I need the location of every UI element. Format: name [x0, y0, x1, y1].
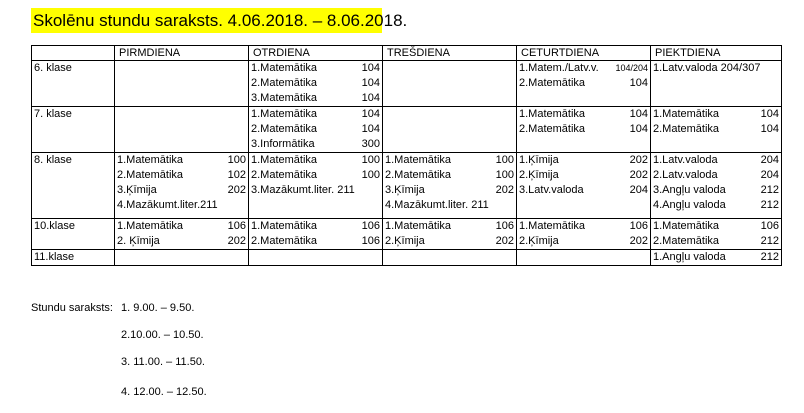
lesson-entry: [653, 153, 779, 168]
lesson-subject: 1.Matemātika: [251, 154, 318, 166]
lesson-room: 106: [629, 220, 648, 232]
lesson-entry: [251, 183, 380, 198]
lesson-subject: 1.Angļu valoda: [653, 251, 726, 263]
table-row: [32, 250, 782, 266]
header-cell-pirmdiena: PIRMDIENA: [115, 46, 249, 61]
lesson-entry: [117, 183, 246, 198]
lesson-room: 202: [495, 235, 514, 247]
lesson-room: 104/204: [615, 63, 648, 73]
table-cell: [651, 250, 782, 266]
lesson-entry: [385, 153, 514, 168]
lesson-entry: [251, 168, 380, 183]
lesson-subject: 4.Mazākumt.liter. 211: [385, 199, 489, 211]
lesson-entry: [251, 219, 380, 234]
lesson-entry: [653, 122, 779, 137]
lesson-room: 100: [495, 154, 514, 166]
lesson-subject: 1.Matemātika: [385, 220, 452, 232]
lesson-subject: 1.Matemātika: [251, 220, 318, 232]
lesson-entry: [251, 137, 380, 152]
class-label: 8. klase: [32, 153, 115, 219]
table-cell: [383, 250, 517, 266]
table-cell: [383, 153, 517, 219]
lesson-room: 106: [227, 220, 246, 232]
lesson-subject: 2.Ķīmija: [385, 235, 425, 247]
class-label: 10.klase: [32, 219, 115, 250]
lesson-room: 202: [227, 184, 246, 196]
lesson-room: 104: [629, 108, 648, 120]
lesson-room: 106: [361, 235, 380, 247]
lesson-subject: 2.Matemātika: [251, 123, 318, 135]
lesson-entry: [385, 219, 514, 234]
lesson-subject: 1.Matemātika: [519, 220, 586, 232]
lesson-entry: [653, 219, 779, 234]
table-row: [32, 219, 782, 250]
table-cell: [651, 61, 782, 107]
lesson-subject: 2.Matemātika: [251, 169, 318, 181]
lesson-subject: 1.Matemātika: [385, 154, 452, 166]
header-cell-ceturtdiena: CETURTDIENA: [517, 46, 651, 61]
table-row: [32, 107, 782, 153]
lesson-room: 106: [361, 220, 380, 232]
lesson-room: 202: [227, 235, 246, 247]
lesson-entry: [251, 107, 380, 122]
lesson-entry: [251, 76, 380, 91]
lesson-subject: 4.Mazākumt.liter.211: [117, 199, 218, 211]
lesson-room: 212: [760, 235, 779, 247]
lesson-entry: [519, 234, 648, 249]
table-cell: [115, 250, 249, 266]
lesson-room: 100: [495, 169, 514, 181]
lesson-room: 202: [629, 154, 648, 166]
lesson-subject: 2.Matemātika: [251, 77, 318, 89]
lesson-subject: 3.Ķīmija: [385, 184, 425, 196]
lesson-entry: [653, 168, 779, 183]
lesson-entry: [519, 168, 648, 183]
lesson-entry: [117, 153, 246, 168]
table-cell: [249, 153, 383, 219]
table-cell: [249, 219, 383, 250]
table-cell: [115, 153, 249, 219]
lesson-subject: 1.Matemātika: [251, 108, 318, 120]
header-cell-piektdiena: PIEKTDIENA: [651, 46, 782, 61]
lesson-subject: 1.Matemātika: [519, 108, 586, 120]
schedule-title: Skolēnu stundu saraksts. 4.06.2018. – 8.06.2018.: [31, 8, 382, 33]
lesson-room: 202: [629, 235, 648, 247]
lesson-room: 204: [760, 154, 779, 166]
lesson-room: 212: [760, 184, 779, 196]
time-slot: 2.10.00. – 10.50.: [121, 329, 204, 341]
lesson-subject: 1.Ķīmija: [519, 154, 559, 166]
class-label: 7. klase: [32, 107, 115, 153]
lesson-room: 204: [629, 184, 648, 196]
lesson-subject: 1.Matem./Latv.v.: [519, 62, 599, 74]
header-cell-otrdiena: OTRDIENA: [249, 46, 383, 61]
lesson-subject: 2.Ķīmija: [519, 235, 559, 247]
lesson-entry: [519, 183, 648, 198]
lesson-subject: 2.Matemātika: [519, 123, 586, 135]
lesson-entry: [653, 183, 779, 198]
lesson-room: 104: [361, 62, 380, 74]
lesson-room: 104: [361, 77, 380, 89]
lesson-entry: [653, 107, 779, 122]
table-cell: [517, 61, 651, 107]
lesson-subject: 2.Matemātika: [251, 235, 318, 247]
lesson-entry: [117, 168, 246, 183]
lesson-room: 104: [629, 123, 648, 135]
header-row: [32, 46, 782, 61]
header-cell-klase: [32, 46, 115, 61]
lesson-subject: 1.Matemātika: [117, 220, 184, 232]
table-cell: [383, 107, 517, 153]
table-cell: [115, 61, 249, 107]
lesson-subject: 2.Ķīmija: [519, 169, 559, 181]
lesson-subject: 1.Matemātika: [653, 108, 720, 120]
lesson-subject: 3.Ķīmija: [117, 184, 157, 196]
lesson-subject: 1.Matemātika: [251, 62, 318, 74]
lesson-subject: 4.Angļu valoda: [653, 199, 726, 211]
lesson-room: 104: [760, 123, 779, 135]
lesson-subject: 3.Angļu valoda: [653, 184, 726, 196]
lesson-entry: [385, 183, 514, 198]
lesson-subject: 2.Matemātika: [653, 235, 720, 247]
time-slot: 4. 12.00. – 12.50.: [121, 386, 207, 398]
lesson-room: 202: [495, 184, 514, 196]
lesson-subject: 3.Matemātika: [251, 92, 318, 104]
lesson-entry: [519, 107, 648, 122]
lesson-room: 104: [760, 108, 779, 120]
lesson-room: 202: [629, 169, 648, 181]
lesson-subject: 1.Latv.valoda: [653, 154, 718, 166]
lesson-entry: [519, 61, 648, 76]
lesson-room: 100: [227, 154, 246, 166]
table-cell: [517, 219, 651, 250]
table-cell: [517, 250, 651, 266]
lesson-room: 104: [361, 92, 380, 104]
lesson-subject: 2.Matemātika: [117, 169, 184, 181]
lesson-room: 100: [361, 169, 380, 181]
lesson-entry: [519, 153, 648, 168]
lesson-subject: 2.Latv.valoda: [653, 169, 718, 181]
lesson-room: 212: [760, 199, 779, 211]
lesson-subject: 3.Mazākumt.liter. 211: [251, 184, 355, 196]
lesson-room: 212: [760, 251, 779, 263]
lesson-entry: [653, 198, 779, 213]
lesson-entry: [385, 198, 514, 213]
lesson-subject: 1.Matemātika: [653, 220, 720, 232]
lesson-entry: [519, 219, 648, 234]
table-cell: [383, 61, 517, 107]
lesson-subject: 2.Matemātika: [519, 77, 586, 89]
lesson-subject: 2.Matemātika: [653, 123, 720, 135]
lesson-entry: [251, 153, 380, 168]
table-cell: [517, 153, 651, 219]
class-label: 11.klase: [32, 250, 115, 266]
lesson-room: 104: [361, 108, 380, 120]
lesson-entry: [251, 61, 380, 76]
table-cell: [249, 250, 383, 266]
lesson-entry: [653, 234, 779, 249]
lesson-entry: [251, 234, 380, 249]
lesson-entry: [117, 234, 246, 249]
table-cell: [651, 153, 782, 219]
lesson-entry: [385, 234, 514, 249]
lesson-entry: [251, 122, 380, 137]
lesson-subject: 2.Matemātika: [385, 169, 452, 181]
schedule-body: [32, 61, 782, 266]
schedule-table: [31, 45, 782, 266]
lesson-entry: [251, 91, 380, 106]
lesson-subject: 1.Latv.valoda 204/307: [653, 62, 761, 74]
lesson-room: 106: [495, 220, 514, 232]
lesson-subject: 2. Ķīmija: [117, 235, 160, 247]
lesson-room: 300: [361, 138, 380, 150]
lesson-entry: [117, 219, 246, 234]
times-label: Stundu saraksts:: [31, 302, 113, 314]
table-cell: [651, 219, 782, 250]
lesson-entry: [519, 76, 648, 91]
lesson-room: 102: [227, 169, 246, 181]
time-slot: 1. 9.00. – 9.50.: [121, 302, 195, 314]
lesson-room: 204: [760, 169, 779, 181]
lesson-entry: [653, 61, 779, 76]
lesson-room: 104: [361, 123, 380, 135]
lesson-room: 104: [629, 77, 648, 89]
lesson-entry: [117, 198, 246, 213]
lesson-subject: 3.Latv.valoda: [519, 184, 584, 196]
table-cell: [249, 107, 383, 153]
table-cell: [651, 107, 782, 153]
table-row: [32, 153, 782, 219]
table-cell: [383, 219, 517, 250]
table-row: [32, 61, 782, 107]
lesson-room: 100: [361, 154, 380, 166]
table-cell: [115, 107, 249, 153]
table-cell: [115, 219, 249, 250]
header-cell-tresdiena: TREŠDIENA: [383, 46, 517, 61]
table-cell: [249, 61, 383, 107]
lesson-entry: [385, 168, 514, 183]
lesson-subject: 1.Matemātika: [117, 154, 184, 166]
table-cell: [517, 107, 651, 153]
lesson-entry: [519, 122, 648, 137]
class-label: 6. klase: [32, 61, 115, 107]
lesson-entry: [653, 250, 779, 265]
lesson-room: 106: [760, 220, 779, 232]
lesson-subject: 3.Informātika: [251, 138, 315, 150]
time-slot: 3. 11.00. – 11.50.: [121, 356, 205, 368]
